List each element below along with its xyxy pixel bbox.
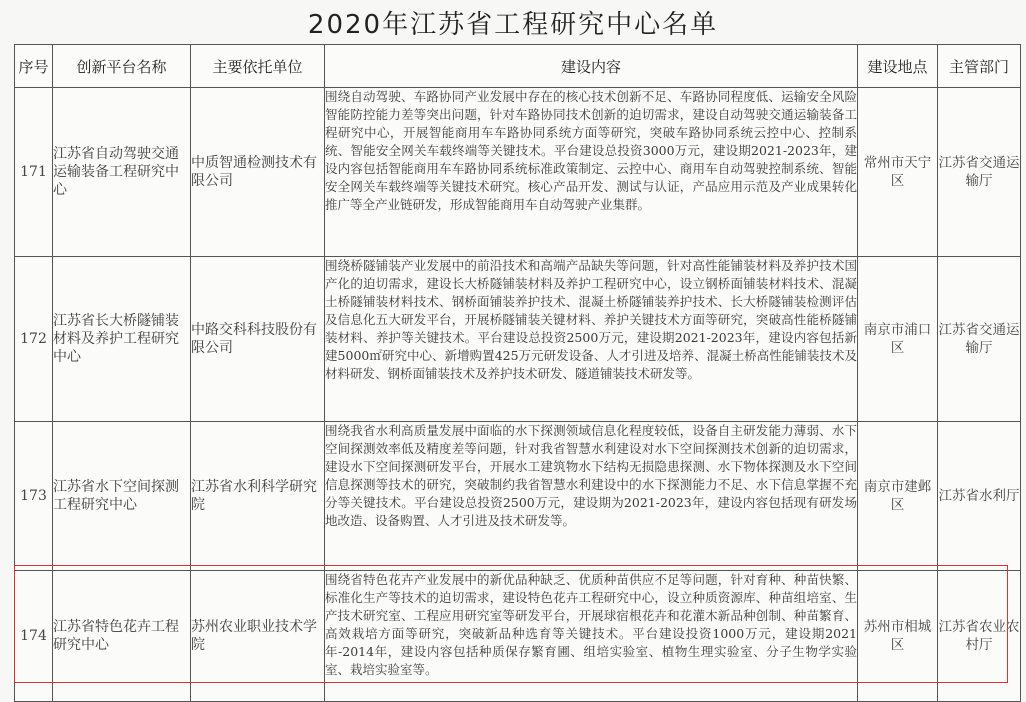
row-seq: 174 [15,571,53,702]
row-dept: 江苏省农业农村厅 [938,571,1021,702]
row-platform-name: 江苏省特色花卉工程研究中心 [53,571,191,702]
table-row [15,422,1021,571]
row-location: 苏州市相城区 [858,571,938,702]
header-location: 建设地点 [858,45,938,88]
header-unit: 主要依托单位 [191,45,325,88]
row-content: 围绕省特色花卉产业发展中的新优品种缺乏、优质种苗供应不足等问题，针对育种、种苗快繁、标准化生产等技术的迫切需求，建设特色花卉工程研究中心，设立种质资源库、种苗组培室、生产技术研究室、工程应用研究室等研发平台，开展球宿根花卉和花灌木新品种创制、种苗繁育、高效栽培方面等研究，突破新品种选育等关键技术。平台建设投资1000万元，建设期2021年-2014年，建设内容包括种质保存繁育圃、组培实验室、植物生理实验室、分子生物学实验室、栽培实验室等。 [325,571,858,702]
row-location: 南京市浦口区 [858,257,938,422]
table-header-row [15,45,1021,88]
row-unit: 江苏省水利科学研究院 [191,422,325,571]
row-dept: 江苏省交通运输厅 [938,257,1021,422]
page-title: 2020年江苏省工程研究中心名单 [307,10,719,40]
row-location: 南京市建邺区 [858,422,938,571]
row-seq: 172 [15,257,53,422]
table-row [15,571,1021,702]
row-platform-name: 江苏省长大桥隧铺装材料及养护工程研究中心 [53,257,191,422]
row-content: 围绕自动驾驶、车路协同产业发展中存在的核心技术创新不足、车路协同程度低、运输安全风险智能防控能力差等突出问题，针对车路协同技术创新的迫切需求，建设自动驾驶交通运输装备工程研究中心，开展智能商用车车路协同系统方面等研究，突破车路协同系统云控中心、控制系统、智能安全网关车载终端等关键技术。平台建设总投资3000万元，建设期2021-2023年，建设内容包括智能商用车车路协同系统标准政策制定、云控中心、商用车自动驾驶控制系统、智能安全网关车载终端等关键技术研究。核心产品开发、测试与认证，产品应用示范及产业成果转化推广等全产业链研发，形成智能商用车自动驾驶产业集群。 [325,88,858,257]
header-seq: 序号 [15,45,53,88]
row-seq: 173 [15,422,53,571]
row-unit: 中质智通检测技术有限公司 [191,88,325,257]
header-name: 创新平台名称 [53,45,191,88]
header-content: 建设内容 [325,45,858,88]
row-platform-name: 江苏省水下空间探测工程研究中心 [53,422,191,571]
row-unit: 中路交科科技股份有限公司 [191,257,325,422]
row-unit: 苏州农业职业技术学院 [191,571,325,702]
row-content: 围绕我省水利高质量发展中面临的水下探测领域信息化程度较低，设备自主研发能力薄弱、水下空间探测效率低及精度差等问题，针对我省智慧水利建设对水下空间探测技术创新的迫切需求，建设水下空间探测研发平台，开展水工建筑物水下结构无损隐患探测、水下物体探测及水下空间信息探测等技术的研究，突破制约我省智慧水利建设中的水下探测能力不足、水下信息掌握不充分等关键技术。平台建设总投资2500万元，建设期为2021-2023年，建设内容包括现有研发场地改造、设备购置、人才引进及技术研发等。 [325,422,858,571]
row-dept: 江苏省水利厅 [938,422,1021,571]
table-row [15,257,1021,422]
project-table [14,44,1021,702]
row-location: 常州市天宁区 [858,88,938,257]
header-dept: 主管部门 [938,45,1021,88]
row-dept: 江苏省交通运输厅 [938,88,1021,257]
table-row [15,88,1021,257]
row-content: 围绕桥隧铺装产业发展中的前沿技术和高端产品缺失等问题，针对高性能铺装材料及养护技术国产化的迫切需求，建设长大桥隧铺装材料及养护工程研究中心，设立钢桥面铺装材料技术、混凝土桥隧铺装材料技术、钢桥面铺装养护技术、混凝土桥隧铺装养护技术、长大桥隧铺装检测评估及信息化五大研发平台，开展桥隧铺装关键材料、养护关键技术方面等研究，突破高性能桥隧铺装材料、养护等关键技术。平台建设总投资2500万元，建设期2021-2023年，建设内容包括新建5000㎡研究中心、新增购置425万元研发设备、人才引进及培养、混凝土桥高性能铺装技术及材料研发、钢桥面铺装技术及养护技术研发、隧道铺装技术研发等。 [325,257,858,422]
row-platform-name: 江苏省自动驾驶交通运输装备工程研究中心 [53,88,191,257]
row-seq: 171 [15,88,53,257]
